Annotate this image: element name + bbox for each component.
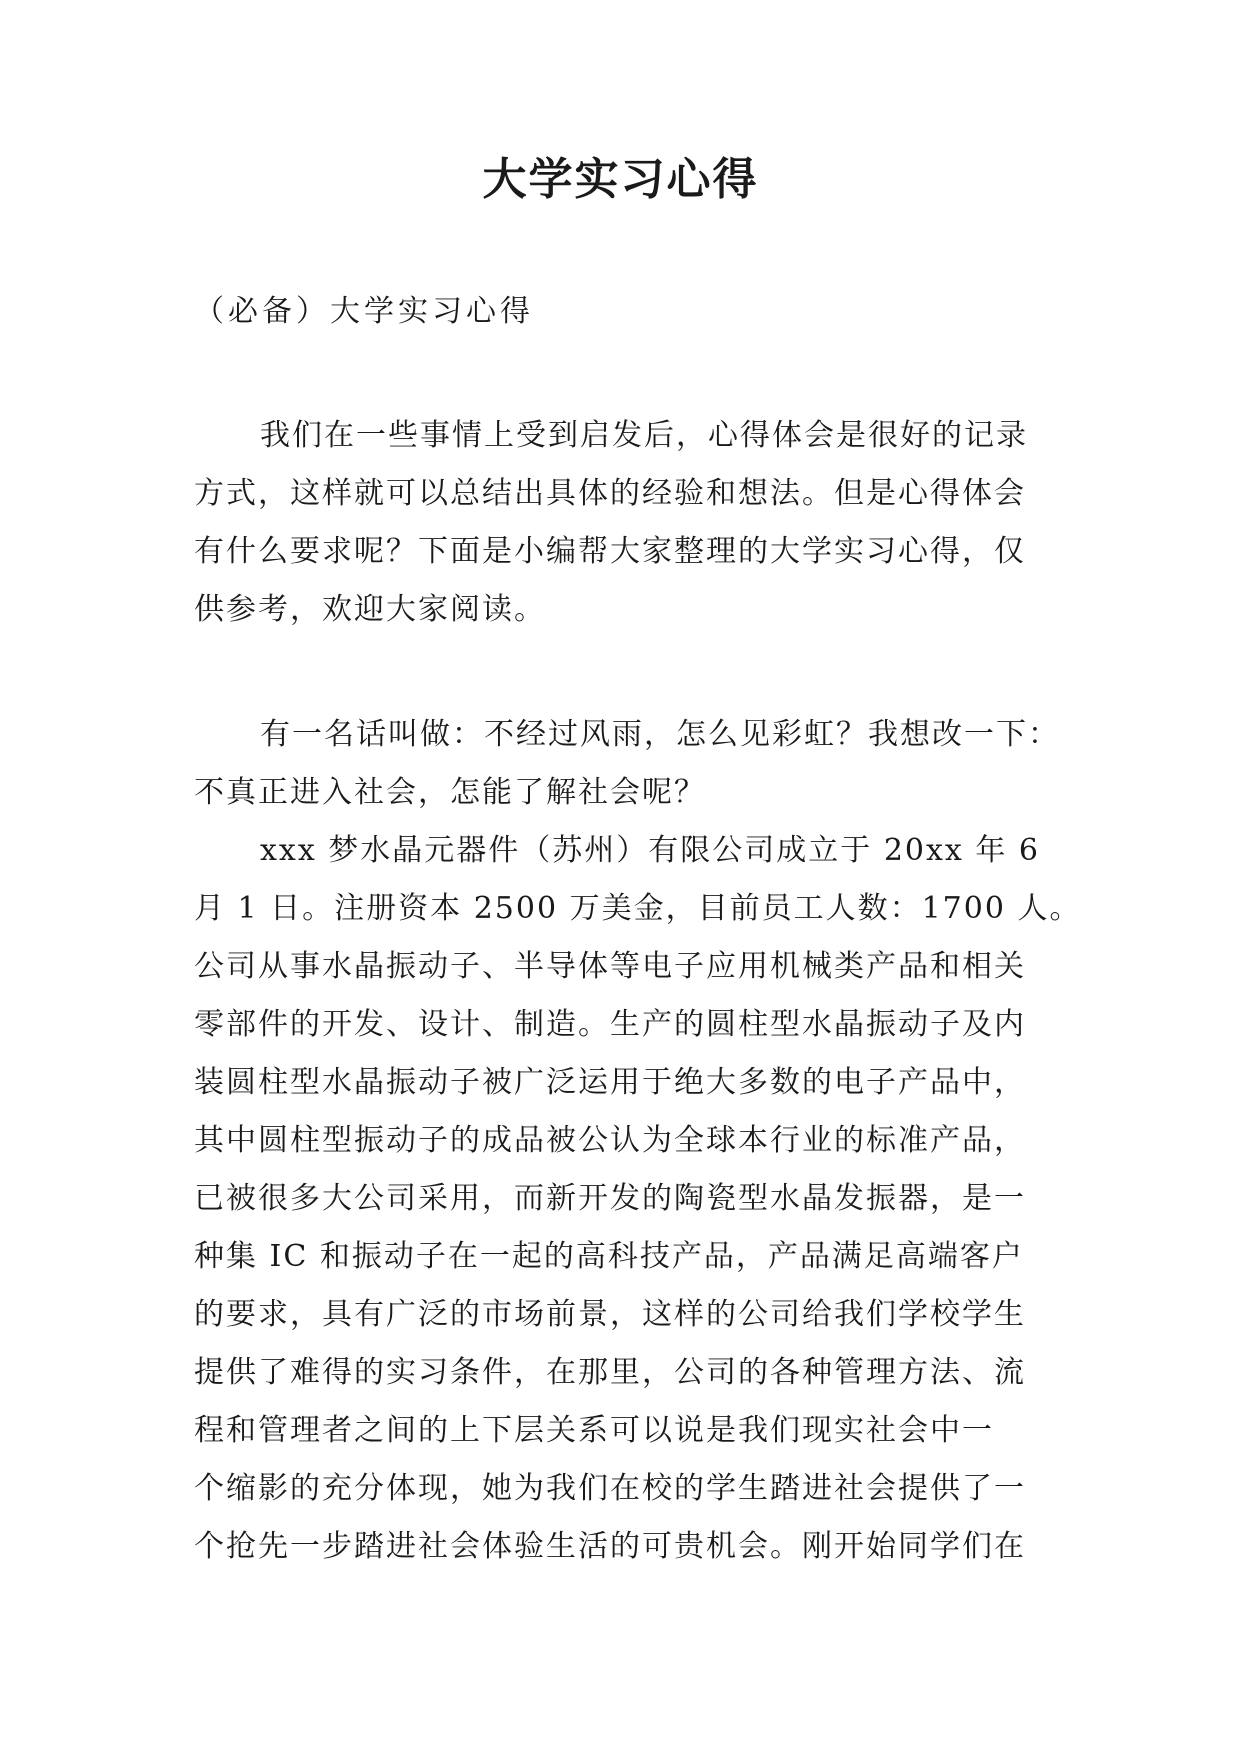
paragraph-line: 种集 IC 和振动子在一起的高科技产品，产品满足高端客户 — [194, 1239, 1024, 1274]
paragraph-line: 已被很多大公司采用，而新开发的陶瓷型水晶发振器，是一 — [194, 1181, 1026, 1216]
paragraph-line: 的要求，具有广泛的市场前景，这样的公司给我们学校学生 — [194, 1297, 1026, 1332]
paragraph-line: 程和管理者之间的上下层关系可以说是我们现实社会中一 — [194, 1413, 994, 1448]
document-subtitle: （必备）大学实习心得 — [194, 294, 534, 329]
paragraph-line: 有一名话叫做：不经过风雨，怎么见彩虹？我想改一下： — [260, 717, 1060, 752]
paragraph-line: 我们在一些事情上受到启发后，心得体会是很好的记录 — [260, 418, 1028, 453]
paragraph-line: 装圆柱型水晶振动子被广泛运用于绝大多数的电子产品中， — [194, 1065, 1026, 1100]
paragraph-line: 零部件的开发、设计、制造。生产的圆柱型水晶振动子及内 — [194, 1007, 1026, 1042]
paragraph-line: 方式，这样就可以总结出具体的经验和想法。但是心得体会 — [194, 476, 1026, 511]
paragraph-line: 供参考，欢迎大家阅读。 — [194, 592, 546, 627]
paragraph-company — [194, 822, 1082, 1576]
paragraph-line: 提供了难得的实习条件，在那里，公司的各种管理方法、流 — [194, 1355, 1026, 1390]
paragraph-line: 月 1 日。注册资本 2500 万美金，目前员工人数：1700 人。 — [194, 891, 1082, 926]
paragraph-intro — [194, 407, 1054, 639]
paragraph-saying — [194, 706, 1060, 822]
paragraph-line: 不真正进入社会，怎能了解社会呢？ — [194, 775, 706, 810]
paragraph-line: 个抢先一步踏进社会体验生活的可贵机会。刚开始同学们在 — [194, 1529, 1026, 1564]
paragraph-line: xxx 梦水晶元器件（苏州）有限公司成立于 20xx 年 6 — [260, 833, 1040, 868]
document-title: 大学实习心得 — [482, 154, 759, 205]
paragraph-line: 公司从事水晶振动子、半导体等电子应用机械类产品和相关 — [194, 949, 1026, 984]
paragraph-line: 个缩影的充分体现，她为我们在校的学生踏进社会提供了一 — [194, 1471, 1026, 1506]
paragraph-line: 其中圆柱型振动子的成品被公认为全球本行业的标准产品， — [194, 1123, 1026, 1158]
paragraph-line: 有什么要求呢？下面是小编帮大家整理的大学实习心得，仅 — [194, 534, 1026, 569]
